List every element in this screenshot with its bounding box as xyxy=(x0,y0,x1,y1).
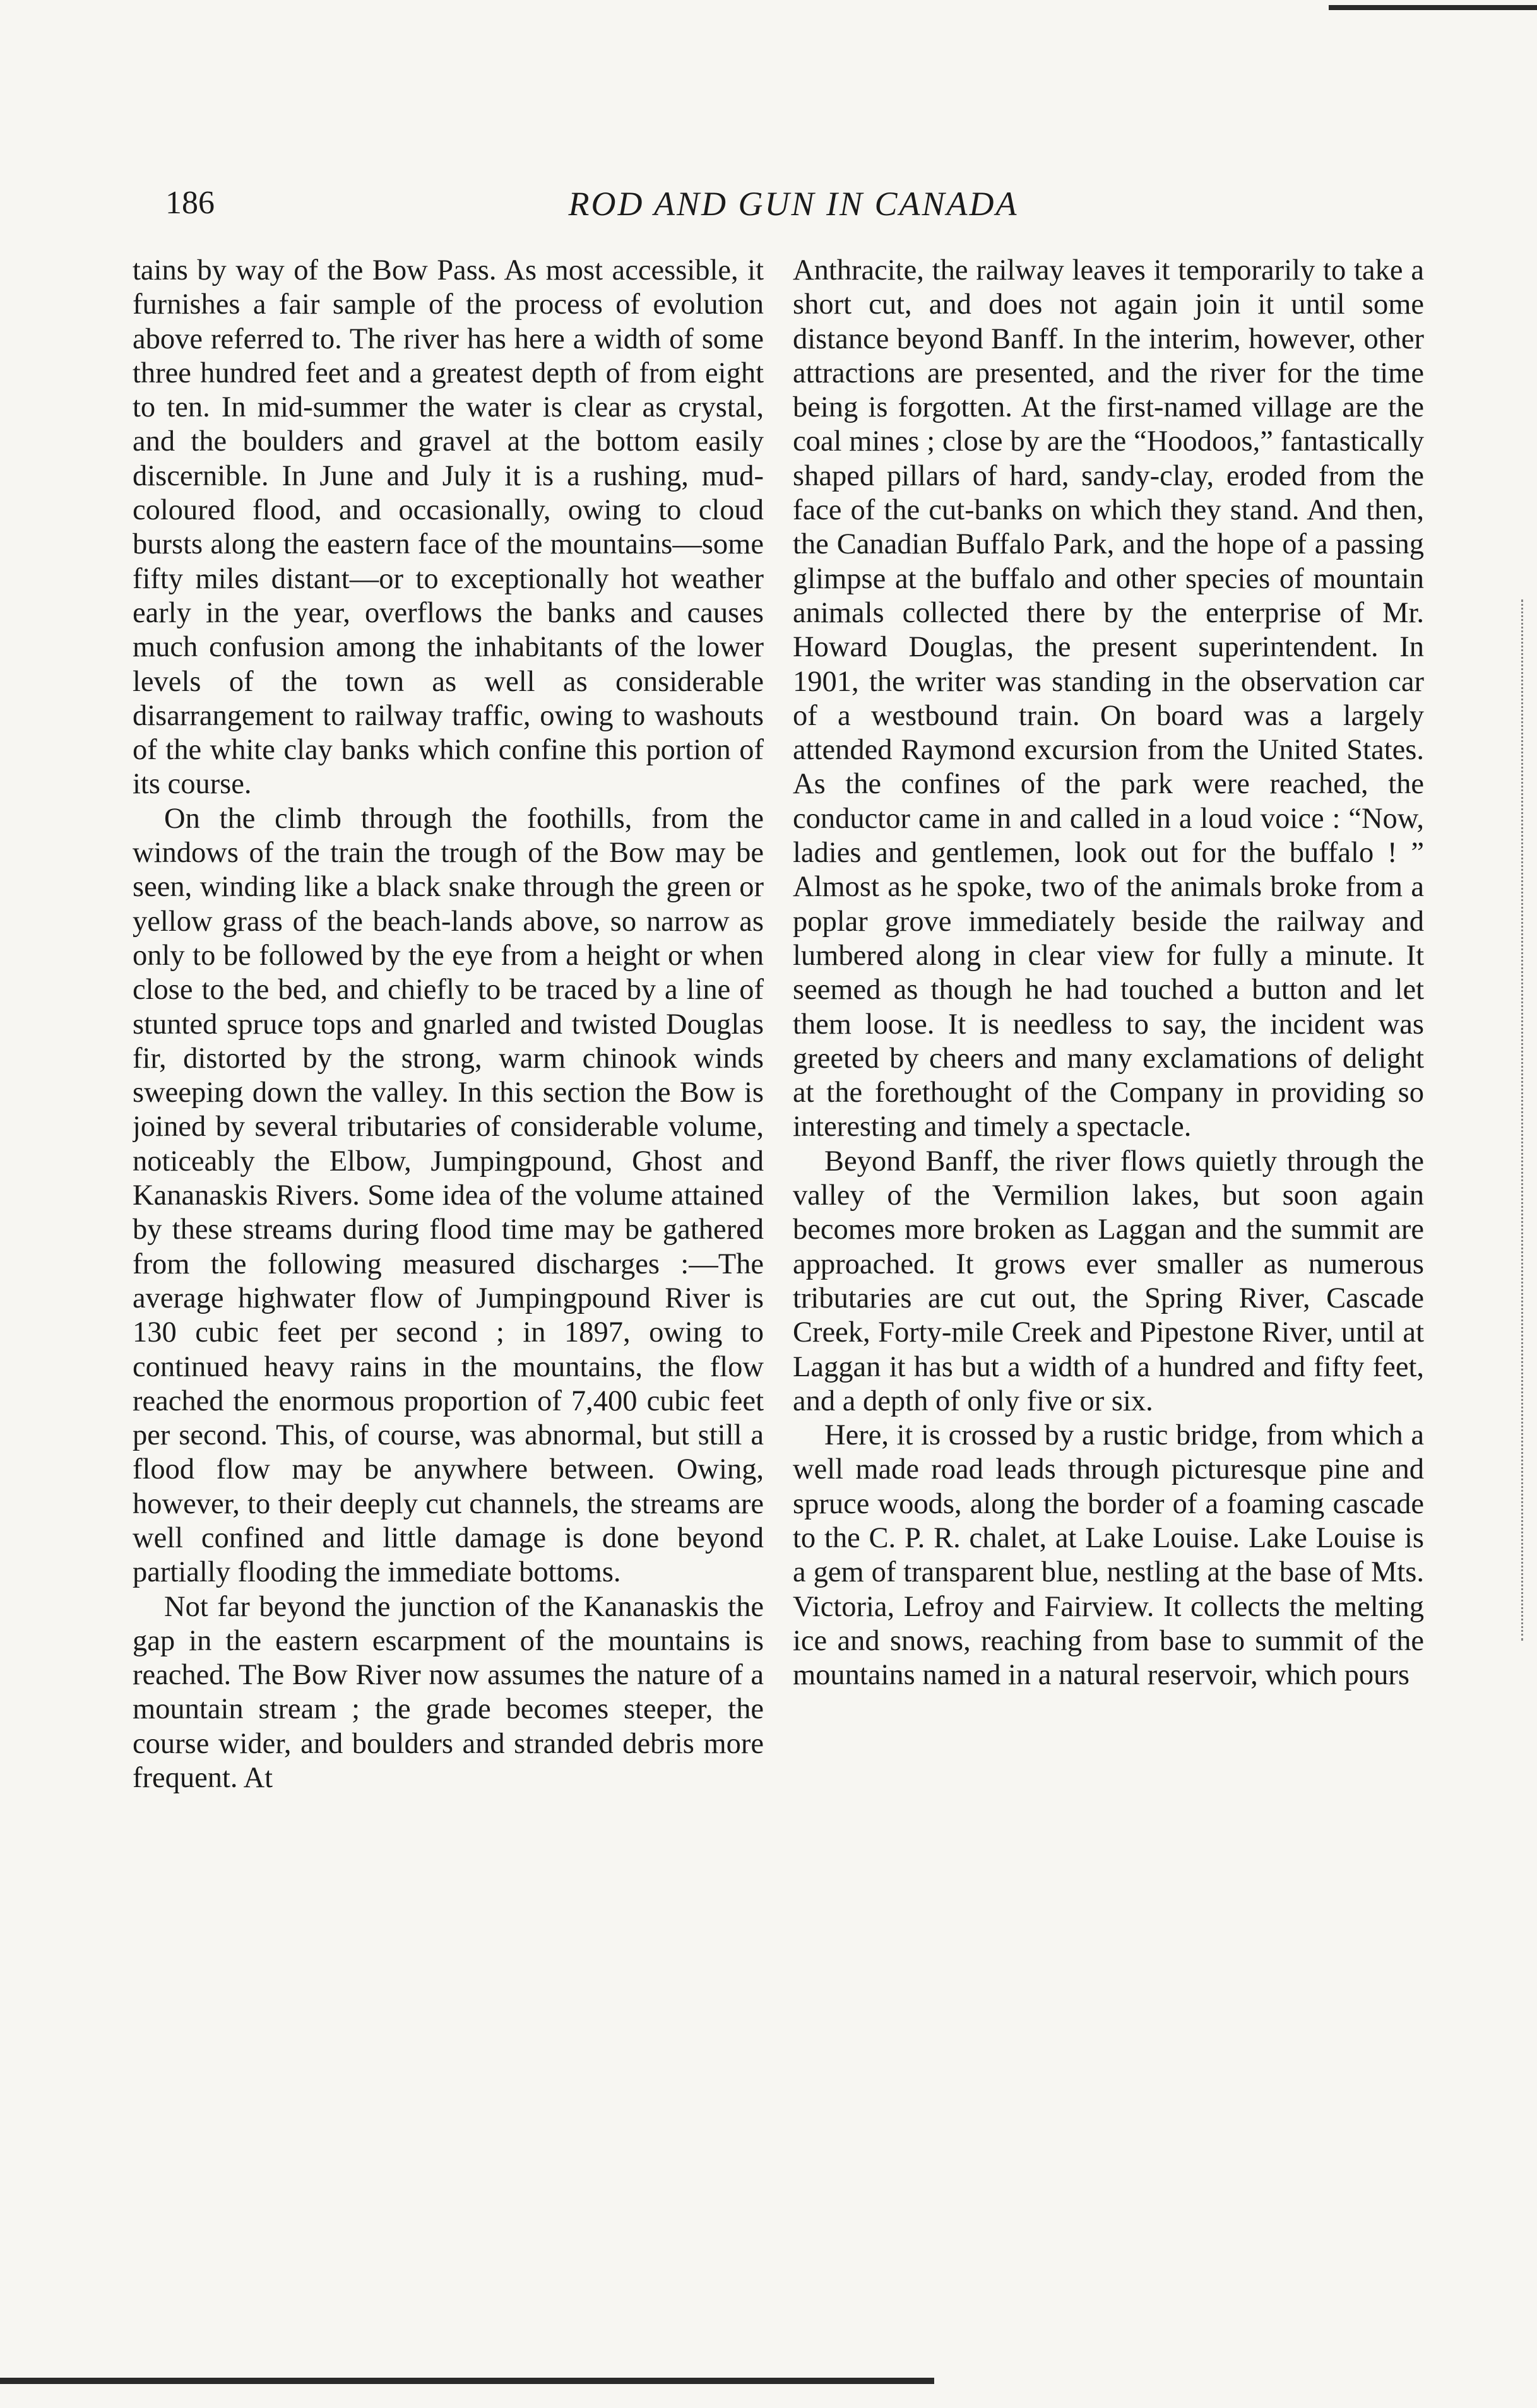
left-column xyxy=(133,254,764,2197)
running-title: ROD AND GUN IN CANADA xyxy=(568,185,1019,223)
page-number: 186 xyxy=(165,185,215,221)
paragraph: Here, it is crossed by a rustic bridge, from which a well made road leads through picturesque pine and spruce woods, along the border of a foaming cascade to the C. P. R. chalet, at Lake Louise. Lake Louise is a gem of transparent blue, nestling at the base of Mts. Victoria, Lefroy and Fairview. It collects the melting ice and snows, reaching from base to summit of the mountains named in a natural reservoir, which pours xyxy=(793,1419,1424,1692)
right-column xyxy=(793,254,1424,2197)
binding-edge xyxy=(1521,599,1532,1641)
paragraph: tains by way of the Bow Pass. As most accessible, it furnishes a fair sample of the process of evolution above referred to. The river has here a width of some three hundred feet and a greatest depth of from eight to ten. In mid-summer the water is clear as crystal, and the boulders and gravel at the bottom easily discernible. In June and July it is a rushing, mud-coloured flood, and occasionally, owing to cloud bursts along the eastern face of the mountains—some fifty miles distant—or to exceptionally hot weather early in the year, overflows the banks and causes much confusion among the inhabitants of the lower levels of the town as well as considerable disarrangement to railway traffic, owing to washouts of the white clay banks which confine this portion of its course. xyxy=(133,254,764,801)
paragraph: Not far beyond the junction of the Kananaskis the gap in the eastern escarpment of the mountains is reached. The Bow River now assumes the nature of a mountain stream ; the grade becomes steeper, the course wider, and boulders and stranded debris more frequent. At xyxy=(133,1590,764,1795)
paragraph: Anthracite, the railway leaves it temporarily to take a short cut, and does not again join it until some distance beyond Banff. In the interim, however, other attractions are presented, and the river for the time being is forgotten. At the first-named village are the coal mines ; close by are the “Hoodoos,” fantastically shaped pillars of hard, sandy-clay, eroded from the face of the cut-banks on which they stand. And then, the Canadian Buffalo Park, and the hope of a passing glimpse at the buffalo and other species of mountain animals collected there by the enterprise of Mr. Howard Douglas, the present superintendent. In 1901, the writer was standing in the observation car of a westbound train. On board was a largely attended Raymond excursion from the United States. As the confines of the park were reached, the conductor came in and called in a loud voice : “Now, ladies and gentlemen, look out for the buffalo ! ” Almost as he spoke, two of the animals broke from a poplar grove immediately beside the railway and lumbered along in clear view for fully a minute. It seemed as though he had touched a button and let them loose. It is needless to say, the incident was greeted by cheers and many exclamations of delight at the forethought of the Company in providing so interesting and timely a spectacle. xyxy=(793,254,1424,1143)
paragraph: On the climb through the foothills, from the windows of the train the trough of the Bow may be seen, winding like a black snake through the green or yellow grass of the beach-lands above, so narrow as only to be followed by the eye from a height or when close to the bed, and chiefly to be traced by a line of stunted spruce tops and gnarled and twisted Douglas fir, distorted by the strong, warm chinook winds sweeping down the valley. In this section the Bow is joined by several tributaries of considerable volume, noticeably the Elbow, Jumpingpound, Ghost and Kananaskis Rivers. Some idea of the volume attained by these streams during flood time may be gathered from the following measured discharges :—The average highwater flow of Jumpingpound River is 130 cubic feet per second ; in 1897, owing to continued heavy rains in the mountains, the flow reached the enormous proportion of 7,400 cubic feet per second. This, of course, was abnormal, but still a flood flow may be anywhere between. Owing, however, to their deeply cut channels, the streams are well confined and little damage is done beyond partially flooding the immediate bottoms. xyxy=(133,802,764,1589)
paragraph: Beyond Banff, the river flows quietly through the valley of the Vermilion lakes, but soon again becomes more broken as Laggan and the summit are approached. It grows ever smaller as numerous tributaries are cut out, the Spring River, Cascade Creek, Forty-mile Creek and Pipestone River, until at Laggan it has but a width of a hundred and fifty feet, and a depth of only five or six. xyxy=(793,1145,1424,1417)
bottom-rule xyxy=(0,2378,934,2384)
top-rule xyxy=(1329,5,1537,10)
page-header xyxy=(165,184,1421,228)
